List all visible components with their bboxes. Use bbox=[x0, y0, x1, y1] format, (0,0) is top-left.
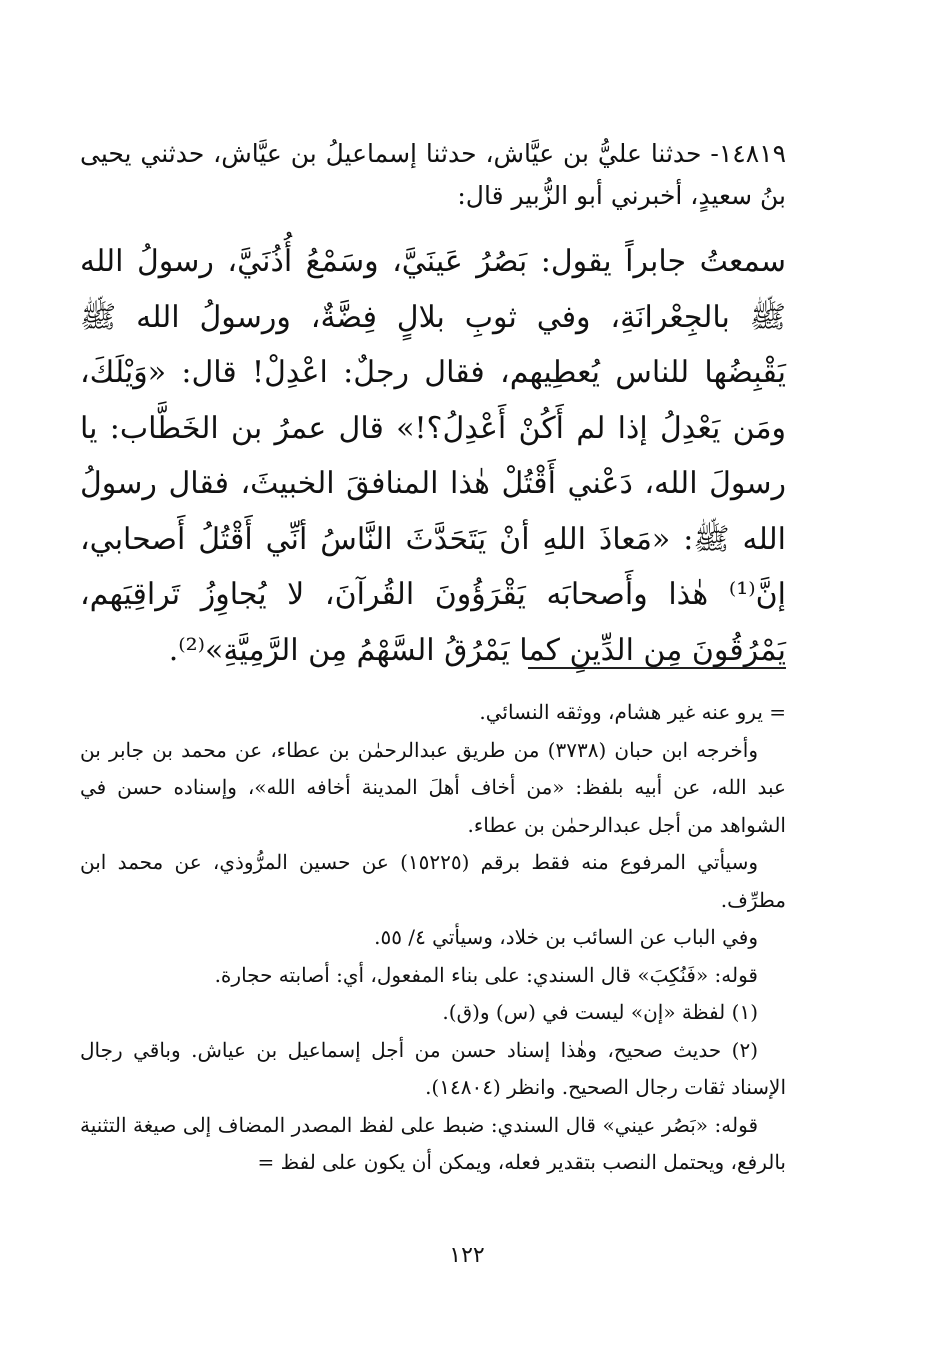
footnote-paragraph: قوله: «بَصُر عيني» قال السندي: ضبط على لفظ المصدر المضاف إلى صيغة التثنية بالرفع، ويحتمل النصب بتقدير فعله، ويمكن أن يكون على لفظ = bbox=[80, 1112, 786, 1174]
footnote-paragraph: وفي الباب عن السائب بن خلاد، وسيأتي ٤/ ٥٥. bbox=[374, 925, 758, 949]
footnote-paragraph: قوله: «فَنُكِبَ» قال السندي: على بناء المفعول، أي: أصابته حجارة. bbox=[214, 962, 758, 987]
footnote-continuation: = يرو عنه غير هشام، ووثقه النسائي. bbox=[479, 700, 786, 724]
footnote-paragraph: وسيأتي المرفوع منه فقط برقم (١٥٢٢٥) عن حسين المرُّوذي، عن محمد ابن مطرِّف. bbox=[80, 850, 786, 912]
footnote-2: (٢) حديث صحيح، وهٰذا إسناد حسن من أجل إسماعيل بن عياش. وباقي رجال الإسناد ثقات رجال الصحيح. وانظر (١٤٨٠٤). bbox=[80, 1037, 786, 1099]
footnote-divider bbox=[528, 667, 786, 669]
hadith-isnad: ١٤٨١٩- حدثنا عليُّ بن عيَّاش، حدثنا إسماعيلُ بن عيَّاش، حدثني يحيى بنُ سعيدٍ، أخبرني أبو الزُّبير قال: bbox=[80, 139, 786, 210]
footnote-paragraph: وأخرجه ابن حبان (٣٧٣٨) من طريق عبدالرحمٰن بن عطاء، عن محمد بن جابر بن عبد الله، عن أبيه بلفظ: «من أخاف أهلَ المدينة أخافه الله»، وإسناده حسن في الشواهد من أجل عبدالرحمٰن بن عطاء. bbox=[80, 737, 786, 837]
footnote-1: (١) لفظة «إن» ليست في (س) و(ق). bbox=[442, 1000, 758, 1024]
hadith-matn: سمعتُ جابراً يقول: بَصُرُ عَينَيَّ، وسَمْعُ أُذُنَيَّ، رسولُ الله ﷺ بالجِعْرانَةِ، وفي ثوبِ بلالٍ فِضَّةٌ، ورسولُ الله ﷺ يَقْبِضُها للناس يُعطِيهم، فقال رجلٌ: اعْدِلْ! قال: «وَيْلَكَ، ومَن يَعْدِلُ إذا لم أَكُنْ أَعْدِلُ؟!» قال عمرُ بن الخَطَّاب: يا رسولَ الله، دَعْني أَقْتُلْ هٰذا المنافقَ الخبيثَ، فقال رسولُ الله ﷺ: «مَعاذَ اللهِ أنْ يَتَحَدَّثَ النَّاسُ أنِّي أَقْتُلُ أَصحابي، إنَّ⁽¹⁾ هٰذا وأَصحابَه يَقْرَؤُونَ القُرآنَ، لا يُجاوِزُ تَراقِيَهم، يَمْرُقُونَ مِن الدِّينِ كما يَمْرُقُ السَّهْمُ مِن الرَّمِيَّةِ»⁽²⁾. bbox=[80, 244, 786, 668]
page-number: ١٢٢ bbox=[449, 1243, 485, 1268]
footnotes bbox=[80, 694, 786, 1182]
